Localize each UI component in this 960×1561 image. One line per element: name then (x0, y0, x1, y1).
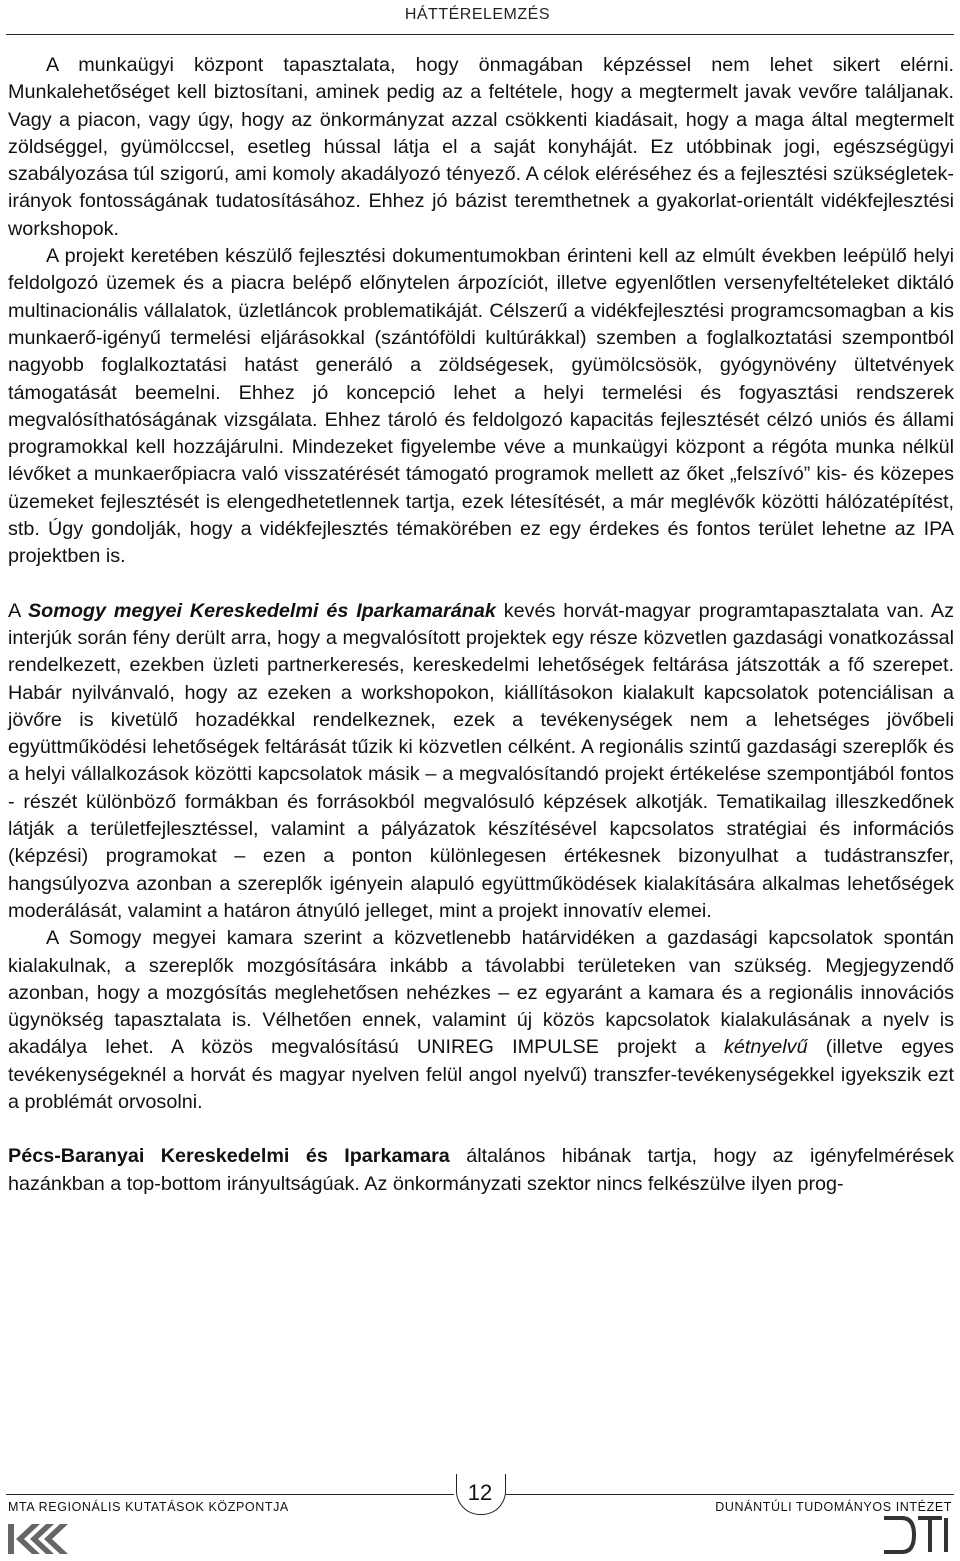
footer-institution-left: MTA REGIONÁLIS KUTATÁSOK KÖZPONTJA (8, 1500, 289, 1514)
section-title: HÁTTÉRELEMZÉS (404, 6, 550, 23)
footer-divider-right (506, 1494, 954, 1495)
paragraph-labor-office: A munkaügyi központ tapasztalata, hogy önmagában képzéssel nem lehet sikert elérni. Munkalehetőséget kell biztosítani, aminek pedig az a feltétele, hogy a megtermelt javak vevőre találjanak. Vagy a piacon, vagy úgy, hogy az önkormányzat azzal csökkenti kiadásait, hogy a maga által megtermelt zöldséggel, gyümölccsel, esetleg hússal látja el a saját konyháját. Ez utóbbinak jogi, egészségügyi szabályozása túl szigorú, ami komoly akadályozó tényező. A célok eléréséhez és a fejlesztési szükségletek-irányok fontosságának tudatosításához. Ehhez jó bázist teremthetnek a gyakorlat-orientált vidékfejlesztési workshopok. (8, 54, 954, 240)
text-span: A (8, 599, 28, 622)
text-span: A Somogy megyei kamara szerint a közvetlenebb határvidéken a gazdasági kapcsolatok spontán kialakulnak, a szereplők mozgósítására inkább a távolabbi területeken van szükség. Megjegyzendő azonban, hogy a mozgósítás meglehetősen nehézkes – ez egyaránt a kamara és a regionális innovációs ügynökség tapasztalata is. Vélhetően ennek, valamint új közös kapcsolatok kialakulásának a nyelv is akadálya lehet. A közös megvalósítású UNIREG IMPULSE projekt a (8, 927, 954, 1059)
paragraph-somogy-chamber (8, 598, 954, 926)
text-span: kevés horvát-magyar programtapasztalata van. Az interjúk során fény derült arra, hogy a megvalósított projektek egy része közvetlen gazdasági vonatkozással rendelkezett, ezekben üzleti partnerkeresés, kereskedelmi lehetőségek feltárása játszották a fő szerepet. Habár nyilvánvaló, hogy az ezeken a workshopokon, kiállításokon kialakult kapcsolatok potenciálisan a jövőre is kivetülő hozadékkal rendelkeznek, ezek a tevékenységek nem a lehetséges jövőbeli együttműködési lehetőségek feltárását tűzik ki közvetlen célként. A regionális szintű gazdasági szereplők és a helyi vállalkozások közötti kapcsolatok másik – a megvalósítandó projekt értékelése szempontjából fontos - részét különböző formákban és forrásokból megvalósuló képzések alkotják. Tematikailag illeszkedőnek látják a területfejlesztéssel, valamint a pályázatok készítésével kapcsolatos stratégiai és információs (képzési) programokat – ezen a ponton különlegesen értékesnek bizonyulhat a tudástranszfer, hangsúlyozva azonban a szereplők igényein alapuló együttműködések kialakítására alkalmas lehetőségek moderálását, valamint a határon átnyúló jelleget, mint a projekt innovatív elemei. (8, 599, 954, 922)
header-divider (6, 34, 954, 35)
document-body (8, 52, 954, 1198)
rkk-logo-icon (8, 1522, 72, 1561)
page-header (0, 0, 960, 34)
page-number: 12 (467, 1480, 493, 1505)
paragraph-somogy-chamber-opinion (8, 925, 954, 1116)
footer-divider-left (6, 1494, 454, 1495)
paragraph-pecs-chamber (8, 1143, 954, 1198)
organization-name: Somogy megyei Kereskedelmi és Iparkamarának (27, 599, 496, 622)
text-span: (illetve egyes tevékenységeknél a horvát és magyar nyelven felül angol nyelvű) transzfer-tevékenységekkel igyekszik ezt a problémát orvosolni. (8, 1036, 954, 1113)
page-footer (0, 1470, 960, 1560)
dti-logo-icon (880, 1514, 954, 1561)
emphasis-text: kétnyelvű (724, 1036, 808, 1059)
footer-institution-right: DUNÁNTÚLI TUDOMÁNYOS INTÉZET (715, 1500, 952, 1514)
organization-name: Pécs-Baranyai Kereskedelmi és Iparkamara (8, 1145, 450, 1168)
paragraph-project-documents: A projekt keretében készülő fejlesztési dokumentumokban érinteni kell az elmúlt években leépülő helyi feldolgozó üzemek és a piacra belépő előnytelen árpozíciót, illetve egyenlőtlen versenyfeltételeket diktáló multinacionális vállalatok, üzletláncok problematikáját. Célszerű a vidékfejlesztési programcsomagban a kis munkaerő-igényű termelési eljárásokkal (szántóföldi kultúrákkal) szemben a foglalkoztatási szempontból nagyobb foglalkoztatási hatást generáló a zöldségesek, gyümölcsösök, gyógynövény ültetvények támogatását beemelni. Ehhez jó koncepció lehet a helyi termelési és fogyasztási rendszerek megvalósíthatóságának vizsgálata. Ehhez tároló és feldolgozó kapacitás fejlesztését célzó uniós és állami programokkal kell hozzájárulni. Mindezeket figyelembe véve a munkaügyi központ a régóta munka nélkül lévőket a munkaerőpiacra való visszatérését támogató programok mellett az őket „felszívó” kis- és közepes üzemeket fejlesztését is elengedhetetlennek tartja, ezek létesítését, a már meglévők közötti hálózatépítést, stb. Úgy gondolják, hogy a vidékfejlesztés témakörében ez egy érdekes és fontos terület lehetne az IPA projektben is. (8, 245, 954, 568)
text-span: általános hibának tartja, hogy az igényfelmérések hazánkban a top-bottom irányultságúak. Az önkormányzati szektor nincs felkészülve ilyen prog- (8, 1145, 954, 1195)
